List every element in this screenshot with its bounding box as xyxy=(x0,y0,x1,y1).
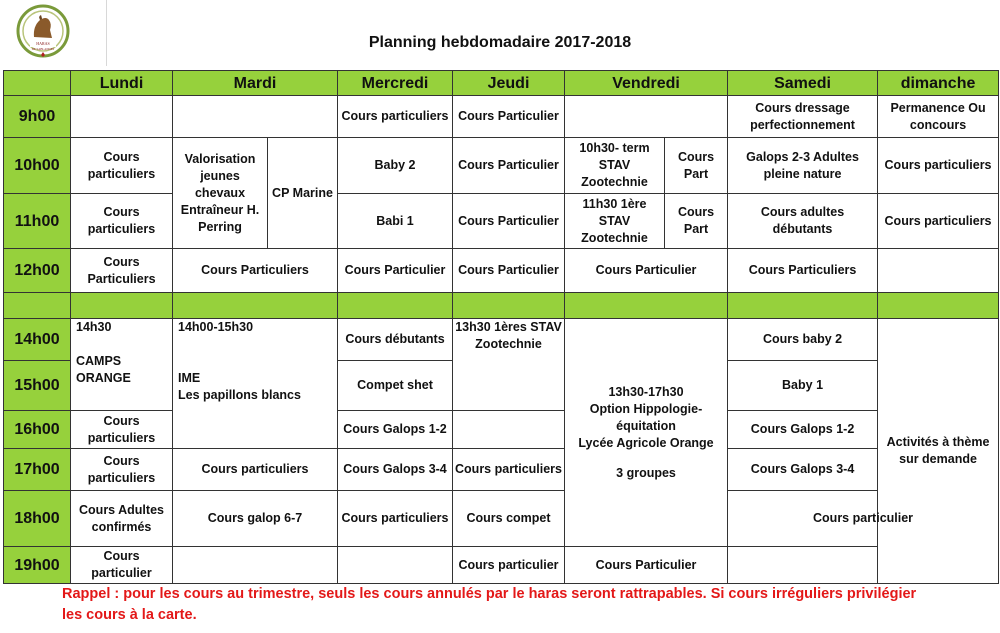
corner-cell xyxy=(4,71,71,96)
slot-cell: Cours Particulier xyxy=(453,96,565,138)
slot-text: IME xyxy=(178,371,201,385)
slot-cell: Baby 1 xyxy=(728,361,878,411)
slot-time: 13h30-17h30 xyxy=(608,384,684,399)
gap-cell xyxy=(453,293,565,319)
slot-cell: Cours Part xyxy=(665,138,728,194)
lunch-break-row xyxy=(4,293,999,319)
day-header: Mardi xyxy=(173,71,338,96)
slot-text: Lycée Agricole Orange xyxy=(578,435,714,450)
slot-cell: Cours Particulier xyxy=(565,249,728,293)
reminder-note: Rappel : pour les cours au trimestre, seuls les cours annulés par le haras seront rattrapables. Si cours irréguliers privilégier les cours à la carte. xyxy=(62,586,917,623)
page-title: Planning hebdomadaire 2017-2018 xyxy=(368,34,632,51)
slot-cell: Cours Particuliers xyxy=(728,249,878,293)
slot-cell: Cours Particulier xyxy=(453,249,565,293)
slot-cell: Cours compet xyxy=(453,491,565,547)
slot-cell: Cours Galops 1-2 xyxy=(728,411,878,449)
row-9h00 xyxy=(4,96,999,138)
gap-cell xyxy=(4,293,71,319)
gap-cell xyxy=(338,293,453,319)
gap-cell xyxy=(728,293,878,319)
gap-cell xyxy=(565,293,728,319)
slot-cell: 13h30 1ères STAV Zootechnie xyxy=(453,319,565,411)
slot-cell: Cours particuliers xyxy=(71,138,173,194)
slot-cell: Cours Particulier xyxy=(565,547,728,584)
row-12h00 xyxy=(4,249,999,293)
slot-cell-camps xyxy=(71,319,173,411)
slot-cell: Cours Galops 3-4 xyxy=(338,449,453,491)
slot-cell: Cours particuliers xyxy=(71,449,173,491)
slot-cell: Cours particulier xyxy=(728,491,999,547)
slot-cell: Cours Part xyxy=(665,194,728,249)
day-header: Vendredi xyxy=(565,71,728,96)
slot-text: 3 groupes xyxy=(616,465,676,480)
time-cell: 12h00 xyxy=(4,249,71,293)
slot-cell: Cours particulier xyxy=(453,547,565,584)
day-header: Mercredi xyxy=(338,71,453,96)
slot-cell xyxy=(878,249,999,293)
slot-cell: Cours Particulier xyxy=(338,249,453,293)
slot-cell: Cours baby 2 xyxy=(728,319,878,361)
time-cell: 11h00 xyxy=(4,194,71,249)
svg-text:HARAS: HARAS xyxy=(36,41,50,46)
slot-cell xyxy=(173,547,338,584)
day-header: Jeudi xyxy=(453,71,565,96)
slot-cell: Cours particuliers xyxy=(453,449,565,491)
slot-cell: Cours particuliers xyxy=(71,411,173,449)
time-cell: 15h00 xyxy=(4,361,71,411)
slot-cell: Cours galop 6-7 xyxy=(173,491,338,547)
slot-cell: Babi 1 xyxy=(338,194,453,249)
slot-cell: Cours particuliers xyxy=(878,138,999,194)
slot-cell: Cours particuliers xyxy=(338,491,453,547)
slot-cell-ime xyxy=(173,319,338,449)
header-row xyxy=(4,71,999,96)
slot-cell: Cours particuliers xyxy=(878,194,999,249)
row-10h00 xyxy=(4,138,999,194)
slot-cell: CP Marine xyxy=(268,138,338,249)
slot-cell: Cours Particulier xyxy=(453,138,565,194)
time-cell: 17h00 xyxy=(4,449,71,491)
slot-cell: Cours adultes débutants xyxy=(728,194,878,249)
time-cell: 14h00 xyxy=(4,319,71,361)
row-11h00 xyxy=(4,194,999,249)
slot-cell xyxy=(71,96,173,138)
slot-cell: Cours dressage perfectionnement xyxy=(728,96,878,138)
slot-cell: Permanence Ou concours xyxy=(878,96,999,138)
time-cell: 10h00 xyxy=(4,138,71,194)
day-header: Lundi xyxy=(71,71,173,96)
slot-cell: Compet shet xyxy=(338,361,453,411)
slot-text: Option Hippologie-équitation xyxy=(589,401,703,433)
slot-cell: Cours débutants xyxy=(338,319,453,361)
time-cell: 16h00 xyxy=(4,411,71,449)
row-16h00 xyxy=(4,411,999,449)
slot-cell: Cours particuliers xyxy=(71,194,173,249)
slot-time: 14h30 xyxy=(76,320,112,334)
day-header: Samedi xyxy=(728,71,878,96)
slot-cell: Cours Particuliers xyxy=(71,249,173,293)
slot-cell: Cours particuliers xyxy=(338,96,453,138)
row-18h00 xyxy=(4,491,999,547)
slot-cell: 10h30- term STAV Zootechnie xyxy=(565,138,665,194)
svg-text:DE SABLANDES: DE SABLANDES xyxy=(31,47,55,51)
slot-cell xyxy=(173,96,338,138)
slot-cell xyxy=(338,547,453,584)
slot-cell: Galops 2-3 Adultes pleine nature xyxy=(728,138,878,194)
slot-cell: 11h30 1ère STAV Zootechnie xyxy=(565,194,665,249)
slot-cell: Cours Galops 1-2 xyxy=(338,411,453,449)
slot-cell: Cours particuliers xyxy=(173,449,338,491)
slot-cell: Cours Particuliers xyxy=(173,249,338,293)
slot-cell xyxy=(565,96,728,138)
row-17h00 xyxy=(4,449,999,491)
gap-cell xyxy=(71,293,173,319)
row-19h00 xyxy=(4,547,999,584)
slot-cell: Cours Galops 3-4 xyxy=(728,449,878,491)
slot-cell: Valorisation jeunes chevaux Entraîneur H. Perring xyxy=(173,138,268,249)
slot-cell xyxy=(453,411,565,449)
row-14h00 xyxy=(4,319,999,361)
slot-cell: Baby 2 xyxy=(338,138,453,194)
time-cell: 19h00 xyxy=(4,547,71,584)
time-cell: 9h00 xyxy=(4,96,71,138)
slot-time: 14h00-15h30 xyxy=(178,320,254,334)
slot-cell: Cours Particulier xyxy=(453,194,565,249)
slot-cell xyxy=(728,547,878,584)
day-header: dimanche xyxy=(878,71,999,96)
slot-cell: Cours particulier xyxy=(71,547,173,584)
slot-cell: Activités à thème sur demande xyxy=(878,319,999,584)
slot-text: CAMPS ORANGE xyxy=(76,354,131,385)
slot-cell: Cours Adultes confirmés xyxy=(71,491,173,547)
schedule-table xyxy=(3,70,999,584)
slot-text: Les papillons blancs xyxy=(178,388,301,402)
time-cell: 18h00 xyxy=(4,491,71,547)
slot-cell-option xyxy=(565,319,728,547)
gap-cell xyxy=(173,293,338,319)
gap-cell xyxy=(878,293,999,319)
header-divider xyxy=(106,0,107,66)
